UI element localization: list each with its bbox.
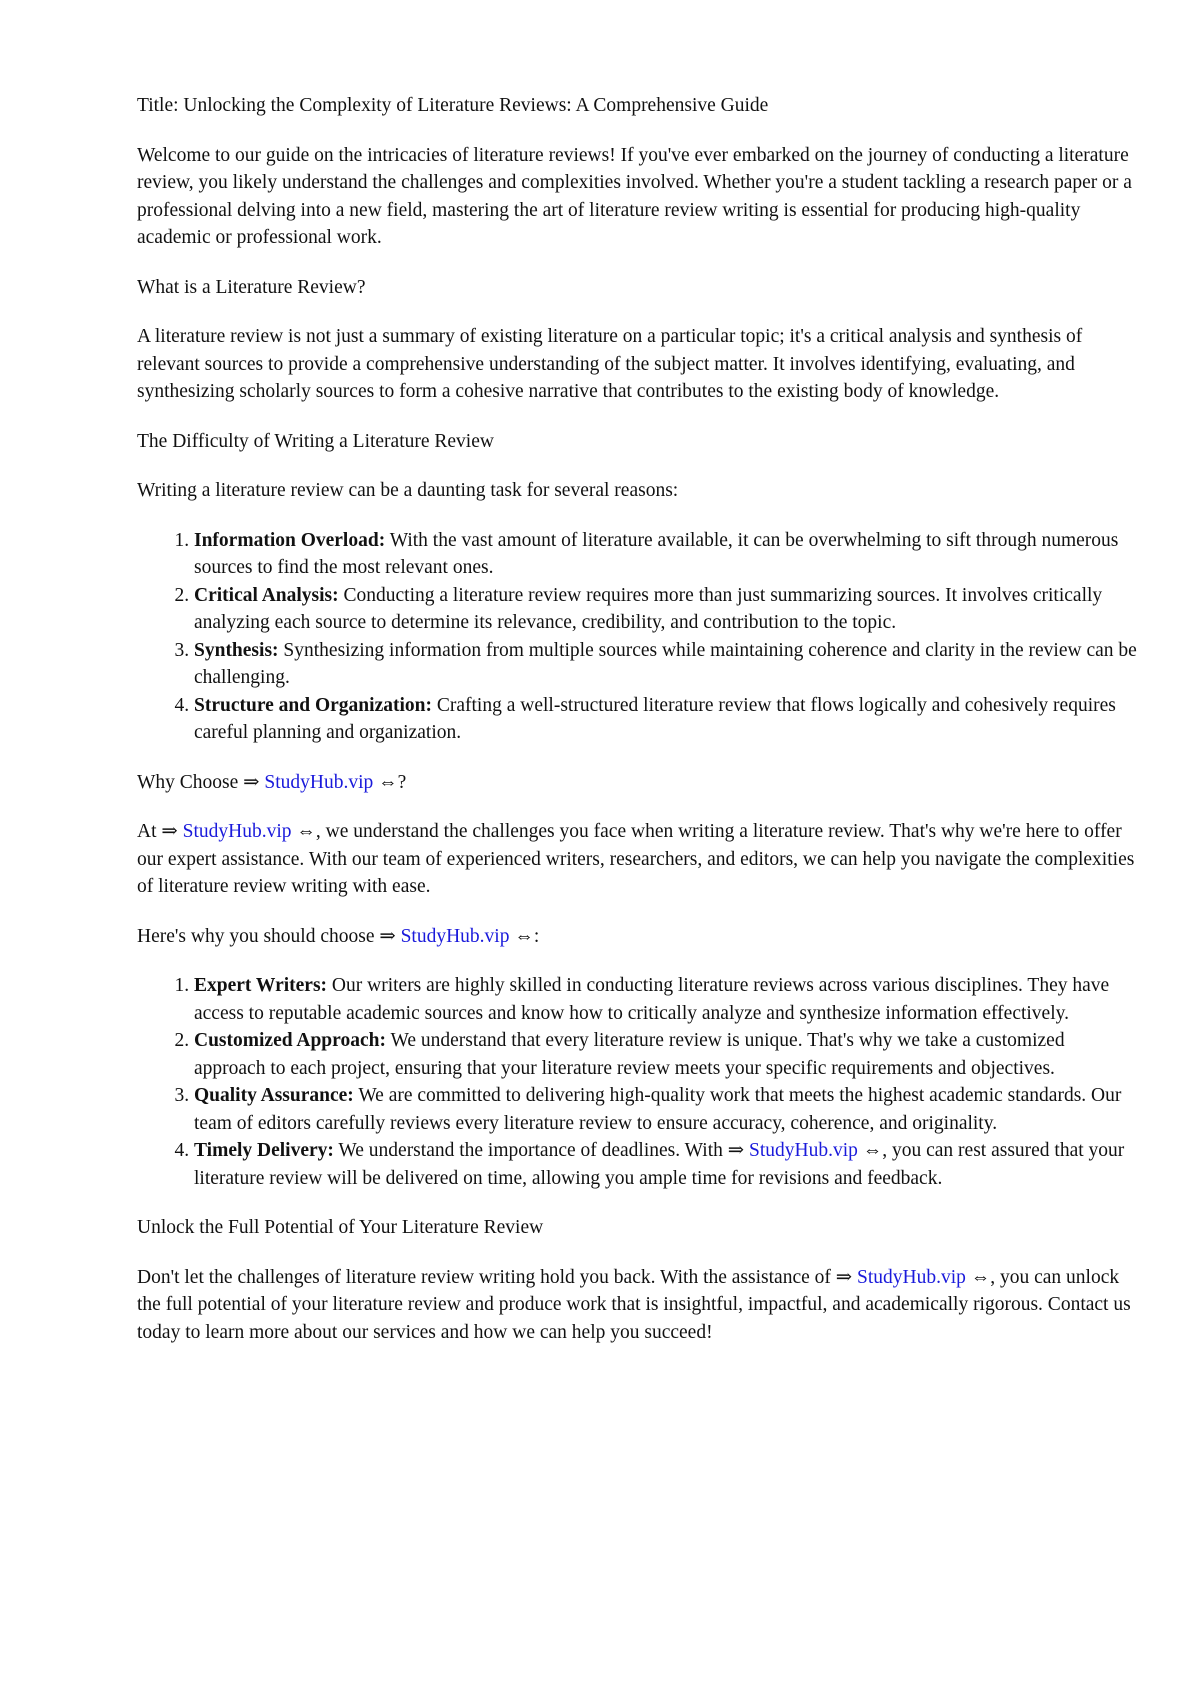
what-heading: What is a Literature Review? — [137, 276, 366, 298]
difficulty-intro: Writing a literature review can be a daunting task for several reasons: — [137, 480, 679, 501]
arrow-right-icon: ⇒ — [727, 1140, 745, 1161]
list-item-term: Expert Writers: — [194, 975, 328, 996]
list-item-text: Conducting a literature review requires more than just summarizing sources. It involves critically analyzing each source to determine its relevance, credibility, and contribution to the topic. — [194, 584, 1103, 633]
list-item-text: Our writers are highly skilled in conducting literature reviews across various disciplines. They have access to reputable academic sources and know how to critically analyze and synthesize information effectively. — [194, 975, 1110, 1024]
closing-paragraph — [137, 1264, 1137, 1347]
what-paragraph: A literature review is not just a summary of existing literature on a particular topic; it's a critical analysis and synthesis of relevant sources to provide a comprehensive understanding of the subject matter. It involves identifying, evaluating, and synthesizing scholarly sources to form a cohesive narrative that contributes to the existing body of knowledge. — [137, 326, 1083, 402]
arrow-right-icon: ⇒ — [161, 821, 178, 842]
list-item-term: Synthesis: — [194, 639, 279, 661]
paragraph-text: Here's why you should choose — [137, 925, 380, 947]
list-item-text: , you can rest assured that your literature review will be delivered on time, allowing you ample time for revisions and feedback. — [194, 1140, 1125, 1189]
list-item — [194, 972, 1137, 1027]
document-page — [137, 92, 1137, 1368]
studyhub-link[interactable]: StudyHub.vip — [400, 925, 510, 947]
studyhub-link[interactable]: StudyHub.vip — [264, 771, 374, 793]
arrow-both-icon: ⇔ — [862, 1140, 883, 1161]
heading-text: ? — [397, 771, 407, 793]
why-choose-heading — [137, 769, 1137, 797]
difficulty-list — [137, 527, 1137, 747]
heading-text: Why Choose — [137, 771, 244, 793]
arrow-both-icon: ⇔ — [378, 771, 398, 793]
reasons-list — [137, 972, 1137, 1192]
document-title: Title: Unlocking the Complexity of Literature Reviews: A Comprehensive Guide — [137, 95, 769, 116]
paragraph-text: : — [533, 925, 540, 947]
studyhub-link[interactable]: StudyHub.vip — [748, 1140, 858, 1161]
list-item — [194, 692, 1137, 747]
studyhub-link[interactable]: StudyHub.vip — [182, 821, 292, 842]
list-item-term: Customized Approach: — [194, 1030, 386, 1051]
list-item — [194, 637, 1137, 692]
intro-paragraph: Welcome to our guide on the intricacies of literature reviews! If you've ever embarked on the journey of conducting a literature review, you likely understand the challenges and complexities involved. Whether you're a student tackling a research paper or a professional delving into a new field, mastering the art of literature review writing is essential for producing high-quality academic or professional work. — [137, 144, 1132, 248]
arrow-right-icon: ⇒ — [243, 771, 260, 793]
list-item-term: Information Overload: — [194, 529, 386, 551]
list-item — [194, 1082, 1137, 1137]
list-item-term: Structure and Organization: — [194, 694, 432, 716]
heres-why-paragraph — [137, 923, 1137, 951]
list-item-text: Synthesizing information from multiple sources while maintaining coherence and clarity in the review can be challenging. — [194, 639, 1137, 688]
paragraph-text: Don't let the challenges of literature review writing hold you back. With the assistance of — [137, 1266, 836, 1288]
arrow-both-icon: ⇔ — [970, 1266, 991, 1288]
paragraph-text: , you can unlock the full potential of your literature review and produce work that is insightful, impactful, and academically rigorous. Contact us today to learn more about our services and how we can help you succeed! — [137, 1266, 1131, 1343]
arrow-right-icon: ⇒ — [379, 925, 396, 947]
paragraph-text: At — [137, 821, 162, 842]
arrow-both-icon: ⇔ — [296, 821, 316, 842]
difficulty-heading: The Difficulty of Writing a Literature Review — [137, 430, 494, 452]
unlock-heading: Unlock the Full Potential of Your Literature Review — [137, 1217, 544, 1238]
arrow-both-icon: ⇔ — [514, 925, 534, 947]
at-studyhub-paragraph — [137, 818, 1137, 901]
list-item-text: With the vast amount of literature available, it can be overwhelming to sift through numerous sources to find the most relevant ones. — [194, 529, 1119, 578]
list-item-text: We understand the importance of deadlines. With — [333, 1140, 728, 1161]
list-item-term: Critical Analysis: — [194, 584, 339, 606]
list-item-text: We understand that every literature review is unique. That's why we take a customized approach to each project, ensuring that your literature review meets your specific requirements and objectives. — [194, 1030, 1065, 1079]
list-item-term: Quality Assurance: — [194, 1085, 354, 1106]
studyhub-link[interactable]: StudyHub.vip — [856, 1266, 966, 1288]
list-item — [194, 527, 1137, 582]
arrow-right-icon: ⇒ — [835, 1266, 853, 1288]
list-item-term: Timely Delivery: — [194, 1140, 334, 1161]
list-item — [194, 1027, 1137, 1082]
list-item-text: We are committed to delivering high-quality work that meets the highest academic standards. Our team of editors carefully reviews every literature review to ensure accuracy, coherence, and originality. — [194, 1085, 1122, 1134]
list-item — [194, 582, 1137, 637]
list-item — [194, 1137, 1137, 1192]
paragraph-text: , we understand the challenges you face when writing a literature review. That's why we're here to offer our expert assistance. With our team of experienced writers, researchers, and editors, we can help you navigate the complexities of literature review writing with ease. — [137, 821, 1135, 897]
list-item-text: Crafting a well-structured literature review that flows logically and cohesively requires careful planning and organization. — [194, 694, 1116, 743]
